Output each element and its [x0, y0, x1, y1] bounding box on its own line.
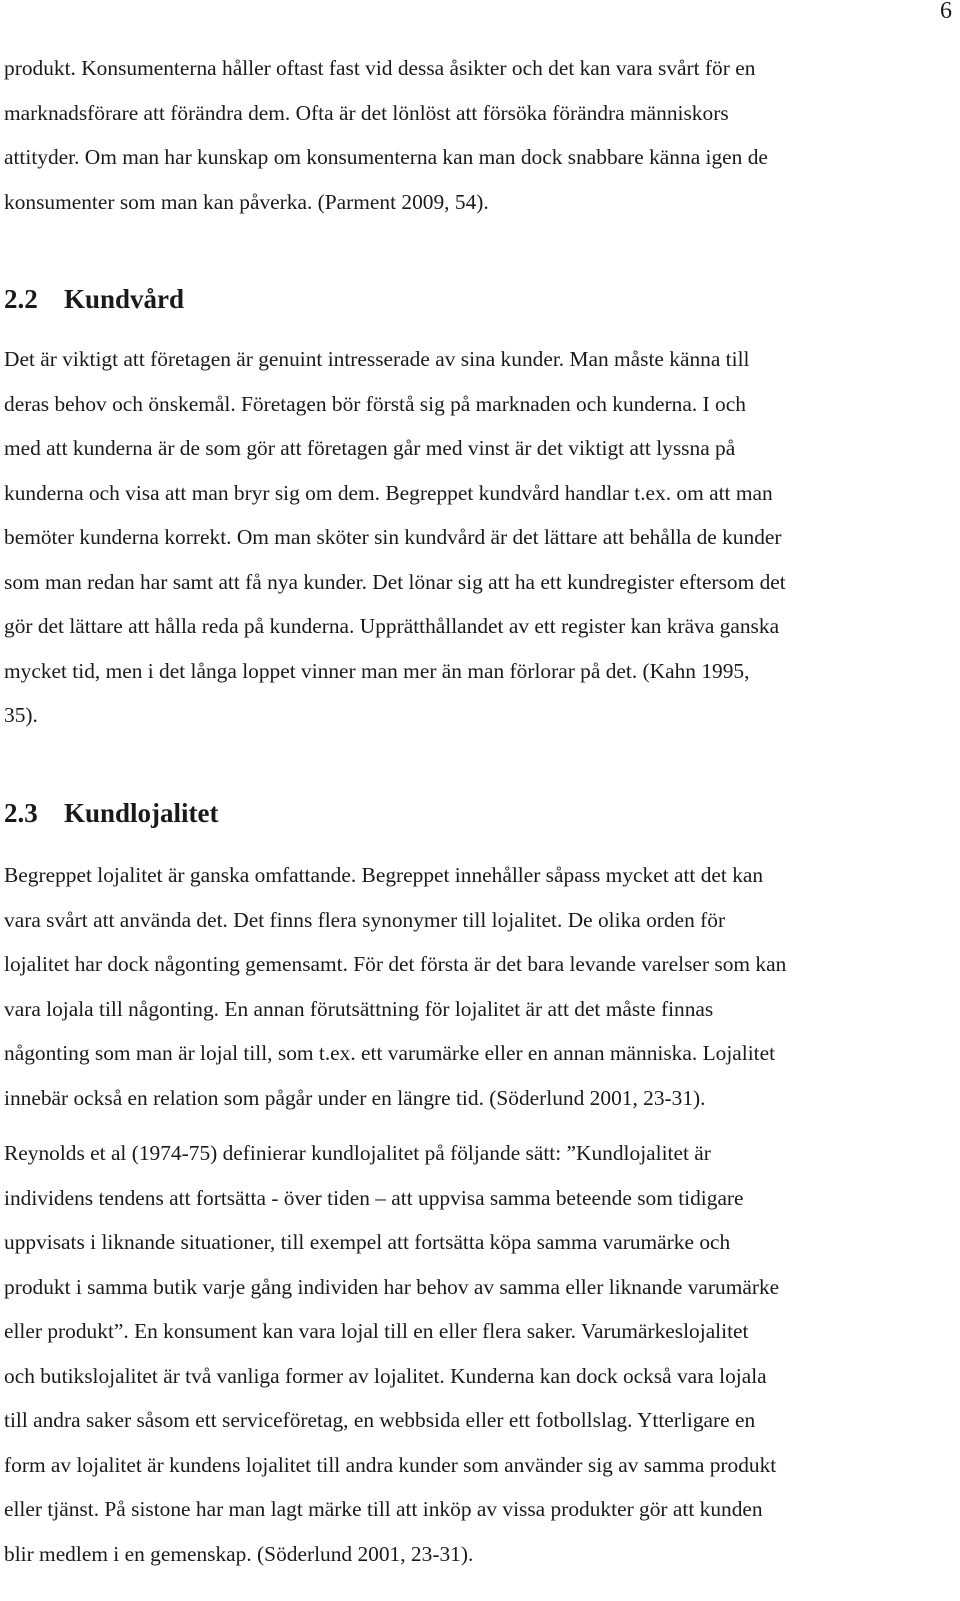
text-line: Begreppet lojalitet är ganska omfattande. Begreppet innehåller såpass mycket att det kan: [4, 863, 764, 887]
section-title: Kundvård: [64, 284, 185, 314]
text-line: mycket tid, men i det långa loppet vinner man mer än man förlorar på det. (Kahn 1995,: [4, 658, 750, 683]
page-number: 6: [940, 0, 952, 24]
text-line: blir medlem i en gemenskap. (Söderlund 2001, 23-31).: [4, 1541, 474, 1566]
paragraph-intro: [4, 46, 940, 224]
text-line: med att kunderna är de som gör att företagen går med vinst är det viktigt att lyssna på: [4, 436, 736, 460]
paragraph-kundvard: [4, 337, 940, 738]
section-heading-kundvard: [4, 282, 184, 316]
text-line: gör det lättare att hålla reda på kunderna. Upprätthållandet av ett register kan kräva ganska: [4, 614, 780, 638]
text-line: uppvisats i liknande situationer, till exempel att fortsätta köpa samma varumärke och: [4, 1230, 731, 1254]
text-line: Reynolds et al (1974-75) definierar kundlojalitet på följande sätt: ”Kundlojalitet är: [4, 1141, 711, 1165]
text-line: attityder. Om man har kunskap om konsumenterna kan man dock snabbare känna igen de: [4, 145, 768, 169]
section-number: 2.2: [4, 284, 38, 314]
text-line: vara lojala till någonting. En annan förutsättning för lojalitet är att det måste finnas: [4, 996, 714, 1021]
paragraph-lojalitet-definition: [4, 853, 940, 1120]
text-line: marknadsförare att förändra dem. Ofta är det lönlöst att försöka förändra människors: [4, 100, 729, 125]
paragraph-reynolds: [4, 1131, 940, 1576]
text-line: deras behov och önskemål. Företagen bör förstå sig på marknaden och kunderna. I och: [4, 391, 746, 416]
text-line: bemöter kunderna korrekt. Om man sköter sin kundvård är det lättare att behålla de kunder: [4, 525, 782, 549]
text-line: produkt i samma butik varje gång individen har behov av samma eller liknande varumärke: [4, 1274, 780, 1299]
text-line: Det är viktigt att företagen är genuint intresserade av sina kunder. Man måste känna till: [4, 347, 750, 371]
text-line: och butikslojalitet är två vanliga former av lojalitet. Kunderna kan dock också vara lojala: [4, 1363, 767, 1388]
text-line: vara svårt att använda det. Det finns flera synonymer till lojalitet. De olika orden för: [4, 907, 726, 932]
section-heading-kundlojalitet: [4, 796, 219, 830]
text-line: individens tendens att fortsätta - över tiden – att uppvisa samma beteende som tidigare: [4, 1185, 744, 1210]
text-line: till andra saker såsom ett serviceföretag, en webbsida eller ett fotbollslag. Ytterligare en: [4, 1408, 756, 1432]
text-line: produkt. Konsumenterna håller oftast fast vid dessa åsikter och det kan vara svårt för en: [4, 56, 756, 80]
text-line: eller tjänst. På sistone har man lagt märke till att inköp av vissa produkter gör att kunden: [4, 1497, 763, 1521]
text-line: lojalitet har dock någonting gemensamt. För det första är det bara levande varelser som kan: [4, 952, 787, 976]
text-line: form av lojalitet är kundens lojalitet till andra kunder som använder sig av samma produkt: [4, 1452, 777, 1477]
text-line: innebär också en relation som pågår under en längre tid. (Söderlund 2001, 23-31).: [4, 1085, 706, 1110]
section-title: Kundlojalitet: [64, 798, 219, 828]
text-line: eller produkt”. En konsument kan vara lojal till en eller flera saker. Varumärkeslojalitet: [4, 1319, 749, 1343]
section-number: 2.3: [4, 798, 38, 828]
text-line: någonting som man är lojal till, som t.ex. ett varumärke eller en annan människa. Lojalitet: [4, 1041, 776, 1065]
text-line: som man redan har samt att få nya kunder. Det lönar sig att ha ett kundregister eftersom det: [4, 569, 786, 594]
text-line: konsumenter som man kan påverka. (Parment 2009, 54).: [4, 189, 489, 214]
text-line: 35).: [4, 703, 38, 727]
text-line: kunderna och visa att man bryr sig om dem. Begreppet kundvård handlar t.ex. om att man: [4, 480, 773, 505]
